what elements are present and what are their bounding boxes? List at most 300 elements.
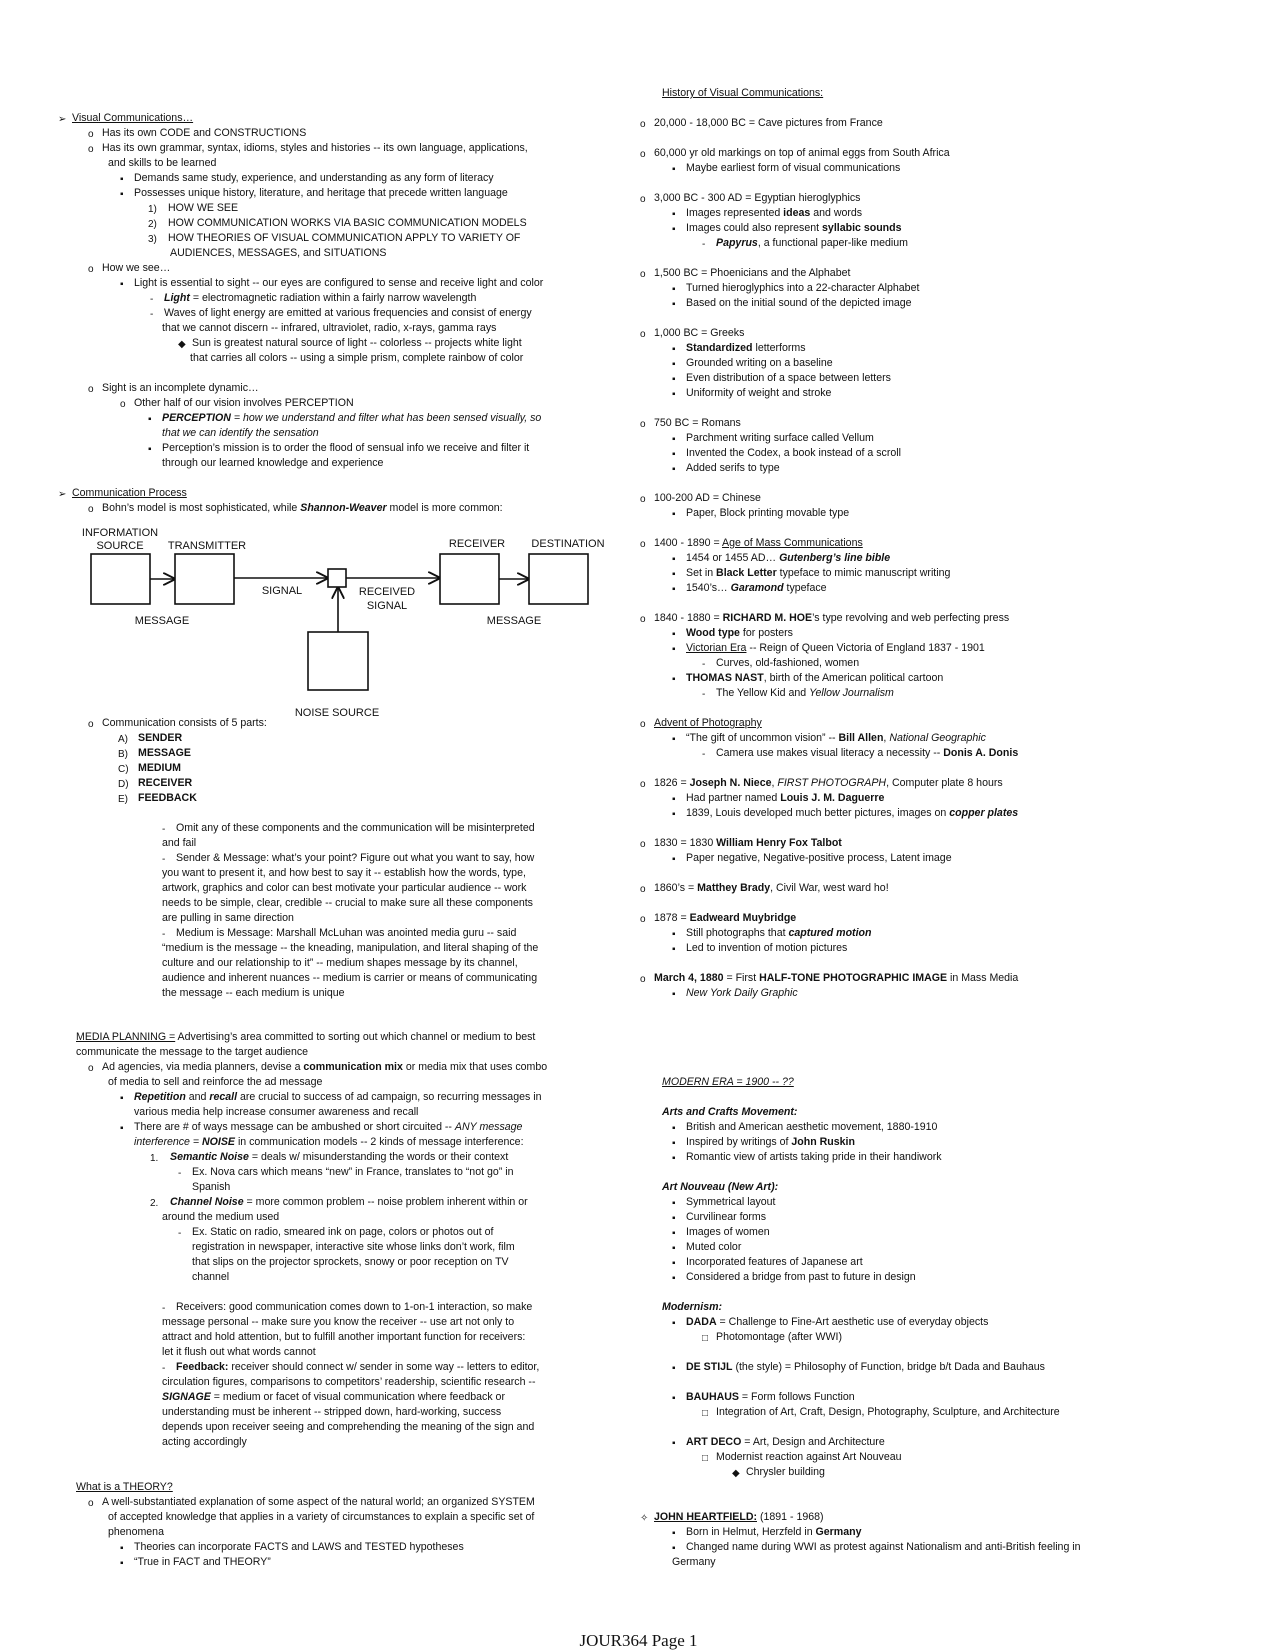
bullet-marker: ▪ <box>672 1243 676 1254</box>
text-run: -- Reign of Queen Victoria of England 1837 - 1901 <box>746 642 985 654</box>
text-line <box>662 1075 794 1090</box>
text-run: Romantic view of artists taking pride in their handiwork <box>686 1151 942 1163</box>
bullet-marker: o <box>88 719 94 730</box>
text-run: and skills to be learned <box>108 157 217 169</box>
text-run: 1400 - 1890 = <box>654 537 723 549</box>
text-line <box>686 731 986 746</box>
text-line <box>138 731 182 746</box>
text-run: ’s type revolving and web perfecting press <box>812 612 1010 624</box>
text-run: PERCEPTION <box>162 412 231 424</box>
text-run: Wood type <box>686 627 740 639</box>
text-run: recall <box>209 1091 238 1103</box>
text-line <box>108 156 216 171</box>
bullet-marker: ▪ <box>672 209 676 220</box>
bullet-marker: ▪ <box>120 1558 124 1569</box>
text-line <box>686 1315 988 1330</box>
text-run: captured motion <box>788 927 872 939</box>
text-run: MEDIA PLANNING = <box>76 1031 176 1043</box>
bullet-marker: D) <box>118 779 129 790</box>
text-run: Yellow Journalism <box>809 687 894 699</box>
bullet-marker: 2) <box>148 219 157 230</box>
text-run: = Form follows Function <box>738 1391 855 1403</box>
bullet-marker: A) <box>118 734 128 745</box>
text-line <box>134 1120 522 1135</box>
text-line <box>686 551 890 566</box>
text-run: you want to present it, and how best to say it -- establish how the words, type, <box>162 867 526 879</box>
text-line <box>162 986 345 1001</box>
text-run: ANY message <box>454 1121 523 1133</box>
text-line <box>176 821 535 836</box>
text-line <box>72 486 187 501</box>
text-run: Germany <box>815 1526 862 1538</box>
text-run: phenomena <box>108 1526 164 1538</box>
text-line <box>686 986 798 1001</box>
bullet-marker: □ <box>702 1408 709 1419</box>
text-line <box>162 1210 279 1225</box>
text-run: ART DECO <box>686 1436 742 1448</box>
text-line <box>654 836 842 851</box>
text-run: MESSAGE <box>138 747 191 759</box>
text-run: DADA <box>686 1316 717 1328</box>
text-line <box>76 1045 308 1060</box>
bullet-marker: o <box>88 504 94 515</box>
text-line <box>686 1525 861 1540</box>
text-run: attract and hold attention, but to fulfill another important function for receivers: <box>162 1331 526 1343</box>
bullet-marker: ▪ <box>120 189 124 200</box>
text-run: typeface to mimic manuscript writing <box>776 567 951 579</box>
text-run: 1540’s… <box>686 582 731 594</box>
text-line <box>686 281 919 296</box>
text-line <box>162 971 537 986</box>
text-run: Turned hieroglyphics into a 22-character Alphabet <box>686 282 920 294</box>
text-line <box>192 1240 515 1255</box>
bullet-marker: o <box>88 1498 94 1509</box>
bullet-marker: ▪ <box>672 1438 676 1449</box>
bullet-marker: - <box>178 1228 182 1239</box>
text-run: FIRST PHOTOGRAPH <box>777 777 887 789</box>
text-line <box>162 911 294 926</box>
text-run: Victorian Era <box>686 642 747 654</box>
text-line <box>192 1255 509 1270</box>
text-line <box>686 641 985 656</box>
text-run: NOISE <box>202 1136 235 1148</box>
label-destination: DESTINATION <box>531 538 605 550</box>
text-run: Integration of Art, Craft, Design, Photography, Sculpture, and Architecture <box>716 1406 1060 1418</box>
box-information-source <box>91 554 150 604</box>
text-run: Standardized <box>686 342 753 354</box>
text-run: Curves, old-fashioned, women <box>716 657 860 669</box>
text-line <box>138 761 181 776</box>
label-information-source-1: INFORMATION <box>82 527 159 539</box>
text-run: 1839, Louis developed much better pictures, images on <box>686 807 950 819</box>
bullet-marker: ➢ <box>58 489 67 500</box>
text-line <box>168 201 238 216</box>
text-line <box>162 1375 535 1390</box>
text-run: Communication consists of 5 parts: <box>102 717 267 729</box>
bullet-marker: ▪ <box>672 509 676 520</box>
text-line <box>162 1405 501 1420</box>
text-run: circulation figures, comparisons to competitors’ readership, scientific research -- <box>162 1376 536 1388</box>
bullet-marker: ▪ <box>672 1138 676 1149</box>
text-run: communication mix <box>303 1061 403 1073</box>
text-run: are crucial to success of ad campaign, so recurring messages in <box>237 1091 542 1103</box>
text-run: There are # of ways message can be ambushed or short circuited -- <box>134 1121 455 1133</box>
text-run: How we see… <box>102 262 171 274</box>
text-run: John Ruskin <box>791 1136 855 1148</box>
text-line <box>686 941 847 956</box>
bullet-marker: o <box>640 494 646 505</box>
text-run: , birth of the American political cartoon <box>763 672 944 684</box>
text-run: Has its own CODE and CONSTRUCTIONS <box>102 127 307 139</box>
text-line <box>686 371 891 386</box>
bullet-marker: ▪ <box>672 299 676 310</box>
bullet-marker: o <box>640 194 646 205</box>
bullet-marker: ▪ <box>148 444 152 455</box>
text-line <box>716 686 894 701</box>
bullet-marker: ▪ <box>120 1093 124 1104</box>
bullet-marker: ▪ <box>672 1213 676 1224</box>
bullet-marker: o <box>640 119 646 130</box>
label-receiver: RECEIVER <box>448 538 506 550</box>
text-run: Eadweard Muybridge <box>689 912 797 924</box>
bullet-marker: o <box>88 1063 94 1074</box>
text-line <box>686 1360 1045 1375</box>
bullet-marker: ▪ <box>672 374 676 385</box>
text-run: JOHN HEARTFIELD: <box>654 1511 757 1523</box>
text-line <box>746 1465 825 1480</box>
bullet-marker: o <box>640 779 646 790</box>
text-run: Modernism: <box>662 1301 723 1313</box>
bullet-marker: ✧ <box>640 1513 649 1524</box>
text-run: and fail <box>162 837 197 849</box>
text-run: ideas <box>783 207 811 219</box>
bullet-marker: ▪ <box>672 284 676 295</box>
bullet-marker: 1. <box>150 1153 159 1164</box>
text-line <box>654 911 796 926</box>
text-run: Waves of light energy are emitted at various frequencies and consist of energy <box>164 307 532 319</box>
text-line <box>654 116 883 131</box>
text-run: Based on the initial sound of the depicted image <box>686 297 912 309</box>
text-line <box>164 291 476 306</box>
text-line <box>176 851 534 866</box>
text-run: Born in Helmut, Herzfeld in <box>686 1526 816 1538</box>
text-run: A well-substantiated explanation of some aspect of the natural world; an organized SYSTEM <box>102 1496 535 1508</box>
text-run: , <box>771 777 778 789</box>
bullet-marker: - <box>150 294 154 305</box>
label-information-source-2: SOURCE <box>96 540 144 552</box>
text-run: Ex. Nova cars which means “new” in France, translates to “not go” in <box>192 1166 514 1178</box>
bullet-marker: ▪ <box>672 629 676 640</box>
bullet-marker: ▪ <box>672 1273 676 1284</box>
text-run: for posters <box>739 627 793 639</box>
bullet-marker: ▪ <box>120 174 124 185</box>
text-run: depends upon receiver seeing and comprehending the meaning of the sign and <box>162 1421 535 1433</box>
text-line <box>162 1390 505 1405</box>
bullet-marker: - <box>702 749 706 760</box>
text-line <box>134 1105 418 1120</box>
text-run: Images of women <box>686 1226 770 1238</box>
text-run: culture and our relationship to it” -- medium shapes message by its channel, <box>162 957 518 969</box>
text-line <box>686 1135 855 1150</box>
text-run: : what’s your point? Figure out what you want to say, how <box>266 852 535 864</box>
bullet-marker: o <box>640 884 646 895</box>
bullet-marker: ▪ <box>672 1363 676 1374</box>
text-line <box>176 1300 532 1315</box>
bullet-marker: ▪ <box>672 449 676 460</box>
text-line <box>134 396 354 411</box>
bullet-marker: ▪ <box>672 1318 676 1329</box>
text-run: of accepted knowledge that applies in a variety of circumstances to explain a specific set of <box>108 1511 535 1523</box>
text-line <box>654 776 1003 791</box>
text-line <box>162 941 538 956</box>
bullet-marker: ▪ <box>120 1543 124 1554</box>
text-run: Possesses unique history, literature, and heritage that precede written language <box>134 187 508 199</box>
text-line <box>654 326 744 341</box>
text-line <box>686 431 874 446</box>
text-run: Matthey Brady <box>697 882 771 894</box>
text-run: Age of Mass Communications <box>722 537 863 549</box>
text-line <box>654 191 860 206</box>
text-run: 1,500 BC = Phoenicians and the Alphabet <box>654 267 851 279</box>
text-line <box>686 671 943 686</box>
text-run: : Marshall McLuhan was anointed media guru -- said <box>270 927 517 939</box>
bullet-marker: o <box>640 839 646 850</box>
text-line <box>662 1180 778 1195</box>
text-run: : good communication comes down to 1-on-1 interaction, so make <box>223 1301 533 1313</box>
text-run: HOW THEORIES OF VISUAL COMMUNICATION APPLY TO VARIETY OF <box>168 232 521 244</box>
page-footer: JOUR364 Page 1 <box>579 1631 698 1650</box>
text-run: DE STIJL <box>686 1361 733 1373</box>
text-run: Germany <box>672 1556 716 1568</box>
text-run: 1,000 BC = Greeks <box>654 327 745 339</box>
text-line <box>654 266 850 281</box>
text-line <box>686 356 833 371</box>
bullet-marker: - <box>162 1303 166 1314</box>
text-line <box>102 501 503 516</box>
text-run: that we cannot discern -- infrared, ultraviolet, radio, x-rays, gamma rays <box>162 322 497 334</box>
text-line <box>72 111 193 126</box>
text-run: Theories can incorporate FACTS and LAWS and TESTED hypotheses <box>134 1541 464 1553</box>
text-run: Maybe earliest form of visual communications <box>686 162 901 174</box>
bullet-marker: ▪ <box>672 989 676 1000</box>
text-line <box>654 491 761 506</box>
bullet-marker: - <box>162 854 166 865</box>
text-line <box>108 1525 164 1540</box>
bullet-marker: ➢ <box>58 114 67 125</box>
text-line <box>686 1225 770 1240</box>
text-line <box>686 626 793 641</box>
text-line <box>162 456 383 471</box>
text-run: Sun is greatest natural source of light -- colorless -- projects white light <box>192 337 522 349</box>
bullet-marker: o <box>88 144 94 155</box>
text-run: Considered a bridge from past to future in design <box>686 1271 916 1283</box>
text-line <box>138 776 192 791</box>
bullet-marker: - <box>162 929 166 940</box>
text-line <box>686 1540 1081 1555</box>
bullet-marker: 2. <box>150 1198 159 1209</box>
bullet-marker: o <box>640 974 646 985</box>
text-run: Even distribution of a space between letters <box>686 372 891 384</box>
text-line <box>138 746 191 761</box>
text-line <box>134 1135 524 1150</box>
text-line <box>686 1195 775 1210</box>
bullet-marker: - <box>162 1363 166 1374</box>
text-line <box>686 1240 741 1255</box>
text-run: Sight is an incomplete dynamic… <box>102 382 259 394</box>
text-line <box>686 1120 937 1135</box>
text-line <box>138 791 197 806</box>
bullet-marker: C) <box>118 764 129 775</box>
text-run: or media mix that uses combo <box>402 1061 548 1073</box>
text-run: , <box>883 732 890 744</box>
box-signal-node <box>328 569 346 587</box>
text-run: British and American aesthetic movement, 1880-1910 <box>686 1121 938 1133</box>
text-run: the message -- each medium is unique <box>162 987 345 999</box>
text-line <box>662 1300 722 1315</box>
text-run: in communication models -- 2 kinds of message interference: <box>235 1136 524 1148</box>
text-run: interference = <box>134 1136 203 1148</box>
text-line <box>192 1165 513 1180</box>
text-run: Ex. Static on radio, smeared ink on page, colors or photos out of <box>192 1226 494 1238</box>
text-run: Invented the Codex, a book instead of a scroll <box>686 447 901 459</box>
text-line <box>168 216 527 231</box>
text-run: 100-200 AD = Chinese <box>654 492 761 504</box>
bullet-marker: ▪ <box>672 674 676 685</box>
text-run: HALF-TONE PHOTOGRAPHIC IMAGE <box>759 972 948 984</box>
text-run: Donis A. Donis <box>943 747 1019 759</box>
bullet-marker: ▪ <box>672 434 676 445</box>
text-line <box>170 1195 528 1210</box>
text-line <box>134 1540 464 1555</box>
text-run: audience and inherent nuances -- medium is carrier or means of communicating <box>162 972 538 984</box>
bullet-marker: ▪ <box>672 584 676 595</box>
text-line <box>716 746 1018 761</box>
text-line <box>102 1060 547 1075</box>
text-run: around the medium used <box>162 1211 280 1223</box>
text-line <box>162 956 518 971</box>
text-run: model is more common: <box>386 502 503 514</box>
bullet-marker: - <box>702 689 706 700</box>
text-run: Repetition <box>134 1091 186 1103</box>
bullet-marker: ▪ <box>672 1258 676 1269</box>
text-run: SIGNAGE <box>162 1391 211 1403</box>
text-run: that slips on the projector sprockets, snowy or poor reception on TV <box>192 1256 509 1268</box>
text-run: that we can identify the sensation <box>162 427 319 439</box>
text-run: Still photographs that <box>686 927 789 939</box>
text-run: acting accordingly <box>162 1436 247 1448</box>
text-run: RICHARD M. HOE <box>722 612 813 624</box>
bullet-marker: o <box>88 384 94 395</box>
text-run: FEEDBACK <box>138 792 197 804</box>
text-run: needs to be simple, clear, credible -- crucial to make sure all these components <box>162 897 533 909</box>
text-line <box>686 566 950 581</box>
bullet-marker: o <box>640 149 646 160</box>
text-line <box>662 1105 797 1120</box>
shannon-weaver-diagram <box>82 522 622 722</box>
bullet-marker: 1) <box>148 204 157 215</box>
bullet-marker: ▪ <box>672 359 676 370</box>
text-run: that carries all colors -- using a simple prism, complete rainbow of color <box>190 352 524 364</box>
text-run: 1840 - 1880 = <box>654 612 723 624</box>
text-run: in Mass Media <box>947 972 1019 984</box>
text-run: , a functional paper-like medium <box>757 237 908 249</box>
text-run: Symmetrical layout <box>686 1196 776 1208</box>
text-run: Garamond <box>730 582 784 594</box>
bullet-marker: ▪ <box>148 414 152 425</box>
text-run: 60,000 yr old markings on top of animal eggs from South Africa <box>654 147 950 159</box>
label-received-signal-2: SIGNAL <box>366 600 408 612</box>
bullet-marker: ▪ <box>672 1228 676 1239</box>
bullet-marker: ▪ <box>672 1528 676 1539</box>
bullet-marker: ▪ <box>120 1123 124 1134</box>
box-noise-source <box>308 632 368 690</box>
text-line <box>134 186 508 201</box>
text-run: Chrysler building <box>746 1466 825 1478</box>
text-line <box>716 1450 902 1465</box>
bullet-marker: o <box>88 129 94 140</box>
bullet-marker: - <box>702 239 706 250</box>
text-line <box>686 791 884 806</box>
label-signal: SIGNAL <box>261 585 303 597</box>
text-line <box>162 896 533 911</box>
text-line <box>190 351 523 366</box>
bullet-marker: ◆ <box>178 339 186 350</box>
text-line <box>686 581 827 596</box>
text-run: Louis J. M. Daguerre <box>780 792 885 804</box>
text-run: March 4, 1880 <box>654 972 724 984</box>
bullet-marker: o <box>640 419 646 430</box>
bullet-marker: - <box>702 659 706 670</box>
text-run: 1830 = 1830 <box>654 837 717 849</box>
text-line <box>102 141 528 156</box>
text-run: 1454 or 1455 AD… <box>686 552 780 564</box>
text-run: THOMAS NAST <box>686 672 764 684</box>
text-line <box>76 1480 173 1495</box>
bullet-marker: o <box>640 269 646 280</box>
box-receiver <box>440 554 499 604</box>
text-run: various media help increase consumer awareness and recall <box>134 1106 419 1118</box>
text-run: RECEIVER <box>138 777 193 789</box>
text-run: Channel Noise <box>170 1196 244 1208</box>
text-line <box>662 86 823 101</box>
bullet-marker: ▪ <box>672 929 676 940</box>
text-run: (1891 - 1968) <box>757 1511 824 1523</box>
text-run: History of Visual Communications: <box>662 87 824 99</box>
text-run: BAUHAUS <box>686 1391 739 1403</box>
bullet-marker: ▪ <box>672 554 676 565</box>
text-line <box>686 341 806 356</box>
text-run: Curvilinear forms <box>686 1211 767 1223</box>
text-line <box>134 1555 271 1570</box>
text-run: AUDIENCES, MESSAGES, and SITUATIONS <box>170 247 387 259</box>
bullet-marker: ▪ <box>672 344 676 355</box>
text-line <box>686 1210 766 1225</box>
text-run: Grounded writing on a baseline <box>686 357 833 369</box>
text-run: receiver should connect w/ sender in some way -- letters to editor, <box>228 1361 540 1373</box>
text-run: = deals w/ misunderstanding the words or their context <box>248 1151 509 1163</box>
text-line <box>686 806 1018 821</box>
text-run: 3,000 BC - 300 AD = Egyptian hieroglyphics <box>654 192 861 204</box>
bullet-marker: o <box>88 264 94 275</box>
text-run: let it flush out what words cannot <box>162 1346 316 1358</box>
text-run: and words <box>810 207 863 219</box>
text-run: Advertising’s area committed to sorting out which channel or medium to best <box>175 1031 536 1043</box>
text-run: Parchment writing surface called Vellum <box>686 432 874 444</box>
text-run: Advent of Photography <box>654 717 762 729</box>
text-run: = Art, Design and Architecture <box>741 1436 885 1448</box>
text-run: HOW WE SEE <box>168 202 239 214</box>
bullet-marker: □ <box>702 1453 709 1464</box>
